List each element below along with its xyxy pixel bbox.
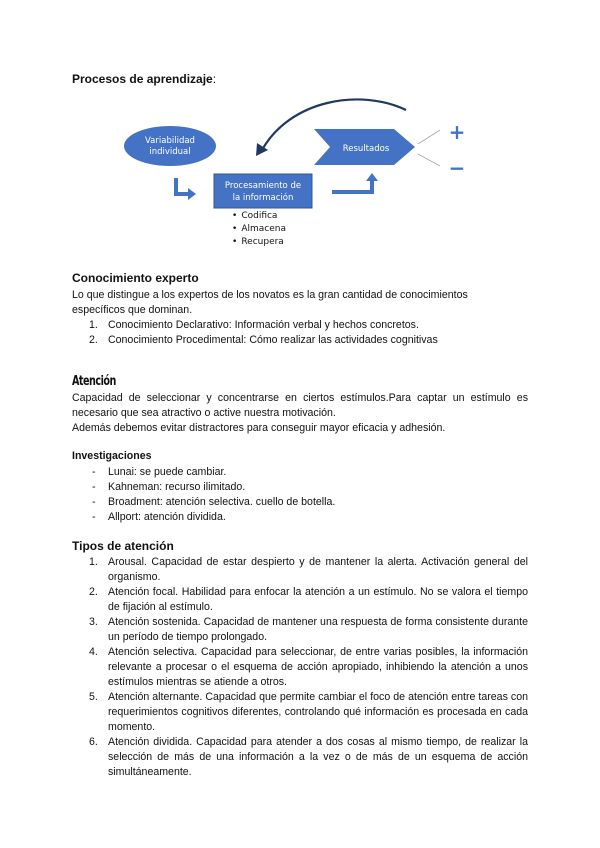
list-item: - Broadment: atención selectiva. cuello de botella. [92, 496, 336, 508]
attention-types-heading: Tipos de atención [72, 539, 174, 553]
list-item: - Kahneman: recurso ilimitado. [92, 481, 246, 493]
research-list [72, 465, 528, 525]
attention-heading: Atención [72, 374, 116, 389]
minus-sign: − [448, 156, 466, 180]
attention-para-2: Además debemos evitar distractores para conseguir mayor eficacia y adhesión. [72, 422, 446, 434]
left-bent-arrow [176, 178, 188, 194]
list-item: 1. Arousal. Capacidad de estar despierto y de mantener la alerta. Activación general del organismo. [89, 556, 528, 583]
diagram-bullet: • Codifica [232, 211, 278, 221]
variability-label-2: individual [149, 147, 191, 157]
expert-description: Lo que distingue a los expertos de los novatos es la gran cantidad de conocimientos específicos que dominan. [72, 289, 468, 316]
list-item: 6. Atención dividida. Capacidad para atender a dos cosas al mismo tiempo, de realizar la selección de más de una información a la vez o de más de un esquema de acción simultáneamente. [89, 736, 528, 778]
list-item: 4. Atención selectiva. Capacidad para seleccionar, de entre varias posibles, la información relevante a procesar o el esquema de acción apropiado, inhibiendo la atención a unos estímulos mientras se atiende a otros. [89, 646, 528, 688]
plus-connector [418, 130, 440, 144]
diagram-bullet: • Recupera [232, 237, 284, 247]
expert-list [72, 318, 528, 348]
research-heading: Investigaciones [72, 450, 152, 462]
processing-label-1: Procesamiento de [224, 181, 302, 191]
learning-process-diagram [110, 96, 490, 256]
expert-heading: Conocimiento experto [72, 271, 199, 285]
list-item: 1. Conocimiento Declarativo: Información verbal y hechos concretos. [89, 319, 419, 331]
attention-para-1: Capacidad de seleccionar y concentrarse en ciertos estímulos.Para captar un estímulo es necesario que sea atractivo o active nuestra motivación. [72, 392, 528, 419]
page-title-colon: : [212, 72, 217, 86]
list-item: 3. Atención sostenida. Capacidad de mantener una respuesta de forma consistente durante un período de tiempo prolongado. [89, 616, 528, 643]
attention-types-list [72, 555, 528, 780]
processing-label-2: la información [232, 193, 294, 203]
page-title-text: Procesos de aprendizaje [72, 72, 213, 86]
right-bent-arrowhead [366, 173, 378, 181]
left-bent-arrowhead [188, 188, 196, 200]
page-title [72, 72, 216, 86]
variability-ellipse [124, 126, 216, 166]
variability-label-1: Variabilidad [145, 136, 195, 146]
diagram-bullet: • Almacena [232, 224, 286, 234]
list-item: 2. Conocimiento Procedimental: Cómo realizar las actividades cognitivas [89, 334, 438, 346]
list-item: 5. Atención alternante. Capacidad que permite cambiar el foco de atención entre tareas con requerimientos cognitivos diferentes, controlando qué información es procesada en cada momento. [89, 691, 528, 733]
results-label: Resultados [342, 144, 390, 154]
plus-sign: + [448, 120, 466, 144]
list-item: - Allport: atención dividida. [92, 511, 226, 523]
list-item: - Lunai: se puede cambiar. [92, 466, 227, 478]
list-item: 2. Atención focal. Habilidad para enfocar la atención a un estímulo. No se valora el tiempo de fijación al estímulo. [89, 586, 528, 613]
minus-connector [418, 154, 440, 166]
right-bent-arrow [332, 180, 372, 192]
